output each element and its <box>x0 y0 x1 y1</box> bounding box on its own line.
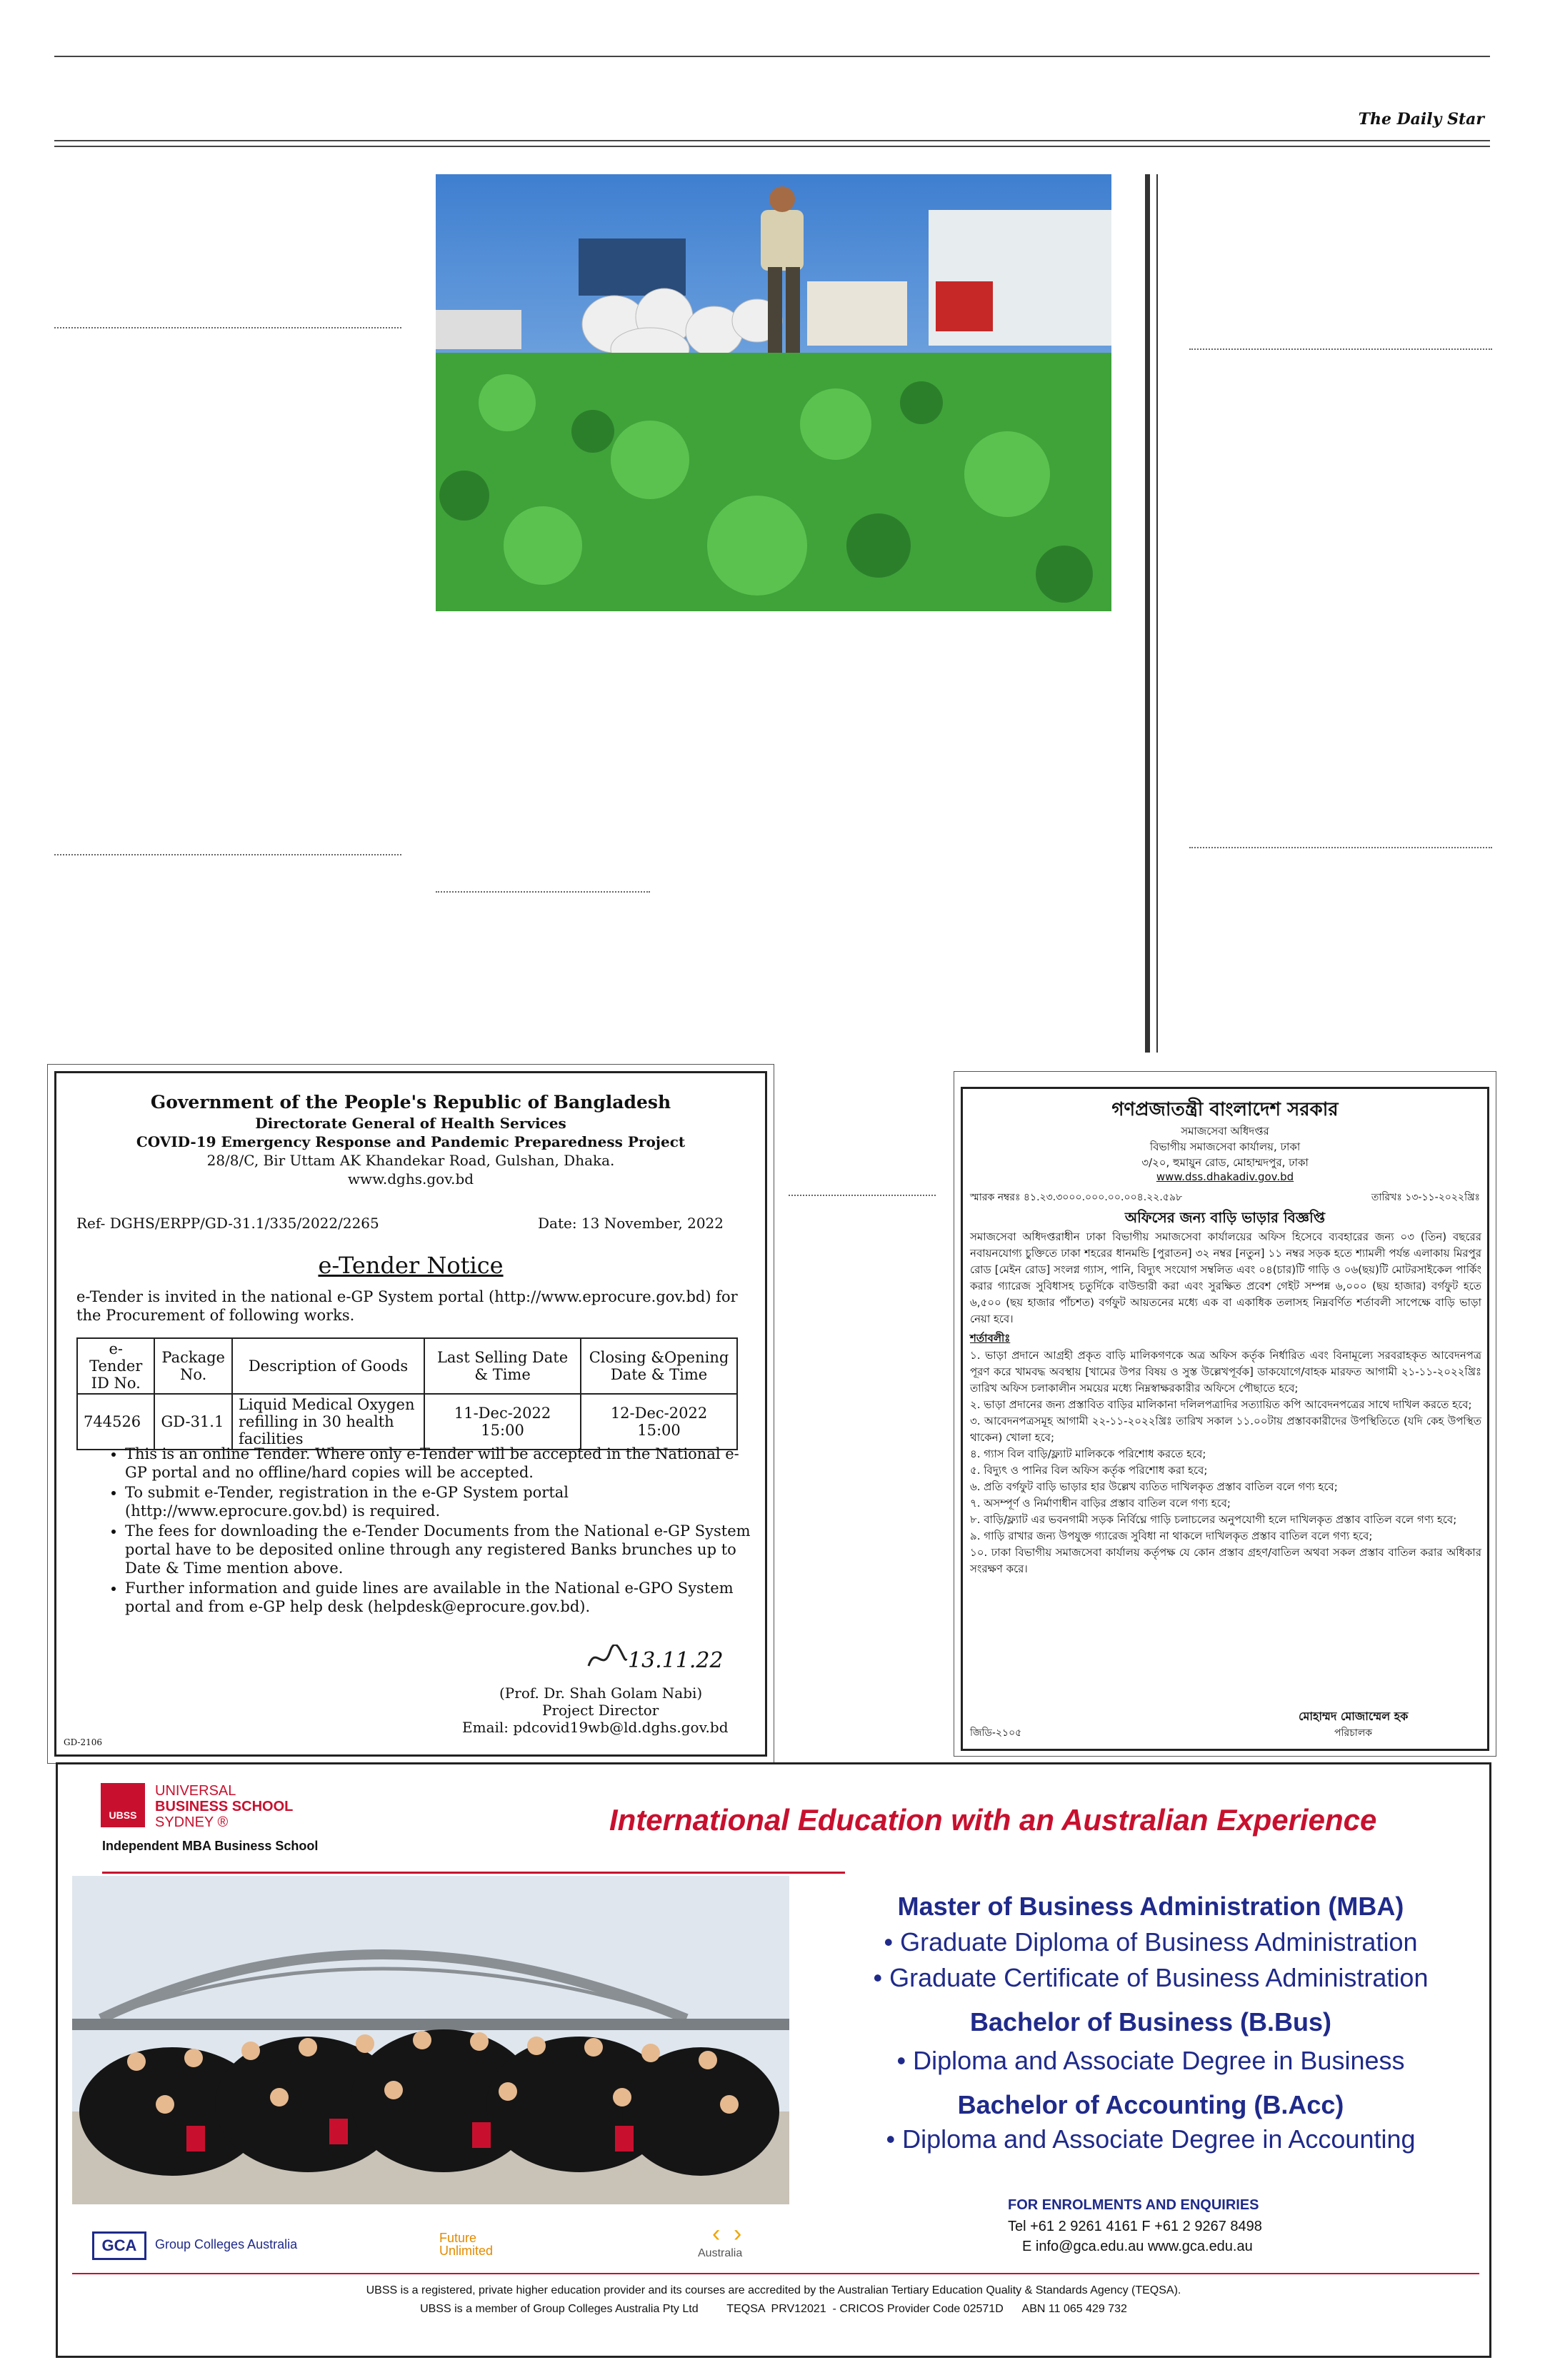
bangla-notice <box>961 1087 1489 1751</box>
tender-project: COVID-19 Emergency Response and Pandemic Preparedness Project <box>136 1133 686 1150</box>
list-item: ১০. ঢাকা বিভাগীয় সমাজসেবা কার্যালয় কর্তৃপক্ষ যে কোন প্রস্তাব গ্রহণ/বাতিল অথবা সকল প্রস্তাব বাতিল করার অধিকার সংরক্ষণ করে। <box>970 1546 1481 1575</box>
bangla-code: জিডি-২১০৫ <box>970 1727 1022 1739</box>
chevron-left-icon: ‹ <box>712 2220 721 2247</box>
tender-title: e-Tender Notice <box>318 1252 504 1279</box>
tender-gov: Government of the People's Republic of Bangladesh <box>150 1092 671 1113</box>
course-bbus: Bachelor of Business (B.Bus) <box>969 2007 1332 2037</box>
gca-name: Group Colleges Australia <box>155 2237 298 2251</box>
bangla-dept: সমাজসেবা অধিদপ্তর <box>1181 1125 1269 1138</box>
australia-logo <box>698 2220 762 2263</box>
ubss-logo <box>101 1783 329 1833</box>
bangla-memo: স্মারক নম্বরঃ ৪১.২৩.৩০০০.০০০.০০.০০৪.২২.৫৯৮ <box>970 1192 1183 1203</box>
header-rule-1 <box>54 140 1490 141</box>
graduation-photo <box>72 1876 789 2204</box>
tender-bullets <box>85 1445 754 1617</box>
bangla-gov: গণপ্রজাতন্ত্রী বাংলাদেশ সরকার <box>1111 1099 1339 1120</box>
ad-footer-line: UBSS is a registered, private higher education provider and its courses are accredited by the Australian Tertiary Education Quality & Standards Agency (TEQSA). <box>366 2284 1181 2296</box>
table-cell: 744526 <box>77 1394 154 1450</box>
list-item: • To submit e-Tender, registration in the e-GP System portal (http://www.eprocure.gov.bd) is required. <box>125 1483 754 1520</box>
table-cell: 11-Dec-2022 15:00 <box>424 1394 581 1450</box>
table-header: Description of Goods <box>232 1338 424 1394</box>
top-rule <box>54 56 1490 57</box>
vertical-rule-thin <box>1156 174 1158 1053</box>
future-unlimited-logo <box>439 2231 493 2257</box>
list-item: ৫. বিদ্যুৎ ও পানির বিল অফিস কর্তৃক পরিশোধ করা হবে; <box>970 1464 1208 1477</box>
list-item: ৩. আবেদনপত্রসমূহ আগামী ২২-১১-২০২২খ্রিঃ তারিখ সকাল ১১.০০টায় প্রস্তাবকারীদের উপস্থিতিতে (যদি কেহ উপস্থিত থাকেন) খোলা হবে; <box>970 1415 1481 1444</box>
bangla-date: তারিখঃ ১৩-১১-২০২২খ্রিঃ <box>1371 1192 1480 1203</box>
bangla-website: www.dss.dhakadiv.gov.bd <box>1156 1170 1294 1183</box>
ubss-logo-line: SYDNEY ® <box>155 1814 229 1830</box>
list-item: ১. ভাড়া প্রদানে আগ্রহী প্রকৃত বাড়ি মালিকগণকে অত্র অফিস কর্তৃক নির্ধারিত এবং বিনামূল্যে সরবরাহকৃত আবেদনপত্র পূরণ করে খামবদ্ধ অবস্থায় [খামের উপর বিষয় ও সুস্ত উল্লেখপূর্বক] ডাকযোগে/বাহক মারফত আগামী ২১-১১-২০২২খ্রিঃ তারিখ অফিস চলাকালীন সময়ের মধ্যে নিম্নস্বাক্ষরকারীর অফিসে পৌছাতে হবে; <box>970 1349 1481 1395</box>
tender-date: Date: 13 November, 2022 <box>538 1215 724 1232</box>
table-cell: Liquid Medical Oxygen refilling in 30 health facilities <box>232 1394 424 1450</box>
future-text: Future <box>439 2231 477 2245</box>
course-item: • Graduate Diploma of Business Administration <box>884 1927 1418 1957</box>
tender-intro: e-Tender is invited in the national e-GP System portal (http://www.eprocure.gov.bd) for the Procurement of following works. <box>76 1288 738 1324</box>
ubss-logo-badge <box>101 1783 145 1827</box>
ubss-logo-line: BUSINESS SCHOOL <box>155 1799 294 1814</box>
list-item: ৯. গাড়ি রাখার জন্য উপযুক্ত গ্যারেজ সুবিধা না থাকলে দাখিলকৃত প্রস্তাব বাতিল বলে গণ্য হবে; <box>970 1530 1373 1542</box>
unlimited-text: Unlimited <box>439 2244 494 2258</box>
course-item: • Diploma and Associate Degree in Accounting <box>886 2124 1416 2154</box>
bangla-signer-title: পরিচালক <box>1334 1727 1373 1739</box>
ad-headline: International Education with an Australian Experience <box>609 1803 1377 1837</box>
list-item: ২. ভাড়া প্রদানের জন্য প্রস্তাবিত বাড়ির মালিকানা দলিলপত্রাদির সত্যায়িত কপি আবেদনপত্রের সাথে দাখিল করতে হবে; <box>970 1398 1472 1411</box>
gca-logo <box>92 2231 321 2260</box>
ad-headline-rule <box>102 1872 845 1874</box>
tender-email: Email: pdcovid19wb@ld.dghs.gov.bd <box>462 1719 729 1736</box>
tender-signer: (Prof. Dr. Shah Golam Nabi) <box>499 1684 703 1702</box>
tender-table <box>76 1337 738 1450</box>
list-item: • This is an online Tender. Where only e-Tender will be accepted in the National e-GP portal and no offline/hard copies will be accepted. <box>125 1445 754 1482</box>
vertical-rule <box>1145 174 1150 1053</box>
tender-code: GD-2106 <box>64 1737 103 1747</box>
ad-footer-line: UBSS is a member of Group Colleges Australia Pty Ltd TEQSA PRV12021 - CRICOS Provider Code 02571D ABN 11 065 429 732 <box>420 2303 1127 2315</box>
tender-signer-title: Project Director <box>542 1702 659 1719</box>
table-cell: GD-31.1 <box>154 1394 231 1450</box>
tender-address: 28/8/C, Bir Uttam AK Khandekar Road, Gulshan, Dhaka. <box>206 1152 615 1169</box>
table-header: Package No. <box>154 1338 231 1394</box>
list-item: • The fees for downloading the e-Tender Documents from the National e-GP System portal have to be deposited online through any registered Banks brunches up to Date & Time mention above. <box>125 1522 754 1577</box>
table-cell: 12-Dec-2022 15:00 <box>581 1394 737 1450</box>
table-header: Last Selling Date & Time <box>424 1338 581 1394</box>
list-item: ৪. গ্যাস বিল বাড়ি/ফ্ল্যাট মালিককে পরিশোধ করতে হবে; <box>970 1447 1206 1460</box>
enquiries-phone: Tel +61 2 9261 4161 F +61 2 9267 8498 <box>1008 2219 1262 2234</box>
list-item: ৮. বাড়ি/ফ্ল্যাট এর ভবনগামী সড়ক নির্বিঘ্নে গাড়ি চলাচলের অনুপযোগী হলে দাখিলকৃত প্রস্তাব বাতিল বলে গণ্য হবে; <box>970 1513 1457 1526</box>
table-row <box>77 1394 737 1450</box>
header-rule-2 <box>54 146 1490 147</box>
tender-directorate: Directorate General of Health Services <box>255 1115 566 1132</box>
course-item: • Diploma and Associate Degree in Business <box>896 2046 1405 2075</box>
table-header-row <box>77 1338 737 1394</box>
tender-notice <box>54 1071 767 1757</box>
ubss-badge-text: UBSS <box>109 1809 137 1821</box>
gca-badge: GCA <box>92 2231 146 2260</box>
bangla-conditions <box>970 1347 1481 1577</box>
table-header: e-Tender ID No. <box>77 1338 154 1394</box>
list-item: ৬. প্রতি বর্গফুট বাড়ি ভাড়ার হার উল্লেখ ব্যতিত দাখিলকৃত প্রস্তাব বাতিল বলে গণ্য হবে; <box>970 1480 1338 1493</box>
australia-text: Australia <box>698 2247 743 2259</box>
bangla-title: অফিসের জন্য বাড়ি ভাড়ার বিজ্ঞপ্তি <box>1124 1209 1326 1226</box>
masthead: The Daily Star <box>1358 110 1484 129</box>
bangla-office: বিভাগীয় সমাজসেবা কার্যালয়, ঢাকা <box>1149 1140 1301 1153</box>
enquiries-email: E info@gca.edu.au www.gca.edu.au <box>1022 2239 1253 2254</box>
tender-website: www.dghs.gov.bd <box>347 1170 474 1188</box>
ubss-tagline: Independent MBA Business School <box>102 1839 319 1853</box>
column-divider-dotted <box>1189 348 1492 350</box>
table-header: Closing &Opening Date & Time <box>581 1338 737 1394</box>
bangla-conditions-title: শর্তাবলীঃ <box>970 1332 1011 1345</box>
tender-ref: Ref- DGHS/ERPP/GD-31.1/335/2022/2265 <box>76 1215 379 1232</box>
course-item: • Graduate Certificate of Business Administration <box>873 1963 1429 1992</box>
signature-date: 13.11.22 <box>628 1648 724 1673</box>
ubss-logo-line: UNIVERSAL <box>155 1783 236 1799</box>
list-item: • Further information and guide lines are available in the National e-GPO System portal and from e-GP help desk (helpdesk@eprocure.gov.bd). <box>125 1579 754 1616</box>
column-divider-dotted <box>54 327 401 328</box>
news-photo <box>436 174 1111 611</box>
column-divider-dotted <box>1189 847 1492 848</box>
course-mba: Master of Business Administration (MBA) <box>897 1892 1404 1921</box>
column-divider-dotted <box>54 854 401 855</box>
bangla-address: ৩/২০, হুমায়ুন রোড, মোহাম্মদপুর, ঢাকা <box>1141 1156 1309 1169</box>
chevron-right-icon: › <box>734 2220 742 2247</box>
bangla-signer: মোহাম্মদ মোজাম্মেল হক <box>1299 1709 1409 1723</box>
enquiries-title: FOR ENROLMENTS AND ENQUIRIES <box>1008 2197 1259 2213</box>
column-divider-dotted <box>789 1195 936 1196</box>
ubss-advertisement <box>56 1762 1491 2358</box>
course-bacc: Bachelor of Accounting (B.Acc) <box>957 2090 1344 2119</box>
ad-footer-rule <box>72 2273 1479 2274</box>
signature-scribble <box>585 1645 628 1673</box>
column-divider-dotted <box>436 891 650 893</box>
list-item: ৭. অসম্পূর্ণ ও নির্মাণাধীন বাড়ির প্রস্তাব বাতিল বলে গণ্য হবে; <box>970 1497 1231 1510</box>
bangla-body: সমাজসেবা অধিদপ্তরাধীন ঢাকা বিভাগীয় সমাজসেবা কার্যালয়ের অফিস হিসেবে ব্যবহারের জন্য ০৩ (তিন) বছরের নবায়নযোগ্য চুক্তিতে ঢাকা শহরের ধানমন্ডি [পুরাতন] ৩২ নম্বর [নতুন] ১১ নম্বর সড়ক হতে শ্যামলী পর্যন্ত এলাকায় মিরপুর রোড [মেইন রোড] সংলগ্ন গ্যাস, পানি, বিদ্যুৎ সংযোগ সম্বলিত এবং ০৪(চার)টি গাড়ি ও ০৬(ছয়)টি মোটরসাইকেল পার্কিং করার গ্যারেজ সুবিধাসহ চতুর্দিকে বাউন্ডারী করা এবং সুরক্ষিত প্রবেশ গেইট সম্পন্ন ৬,০০০ (ছয় হাজার) বর্গফুট হতে ৬,৫০০ (ছয় হাজার পাঁচশত) বর্গফুট আয়তনের মধ্যে এক বা একাধিক তলাসহ নিম্নবর্ণিত শর্তাবলী সাপেক্ষে বাড়ি ভাড়া নেয়া হবে। <box>970 1230 1481 1325</box>
